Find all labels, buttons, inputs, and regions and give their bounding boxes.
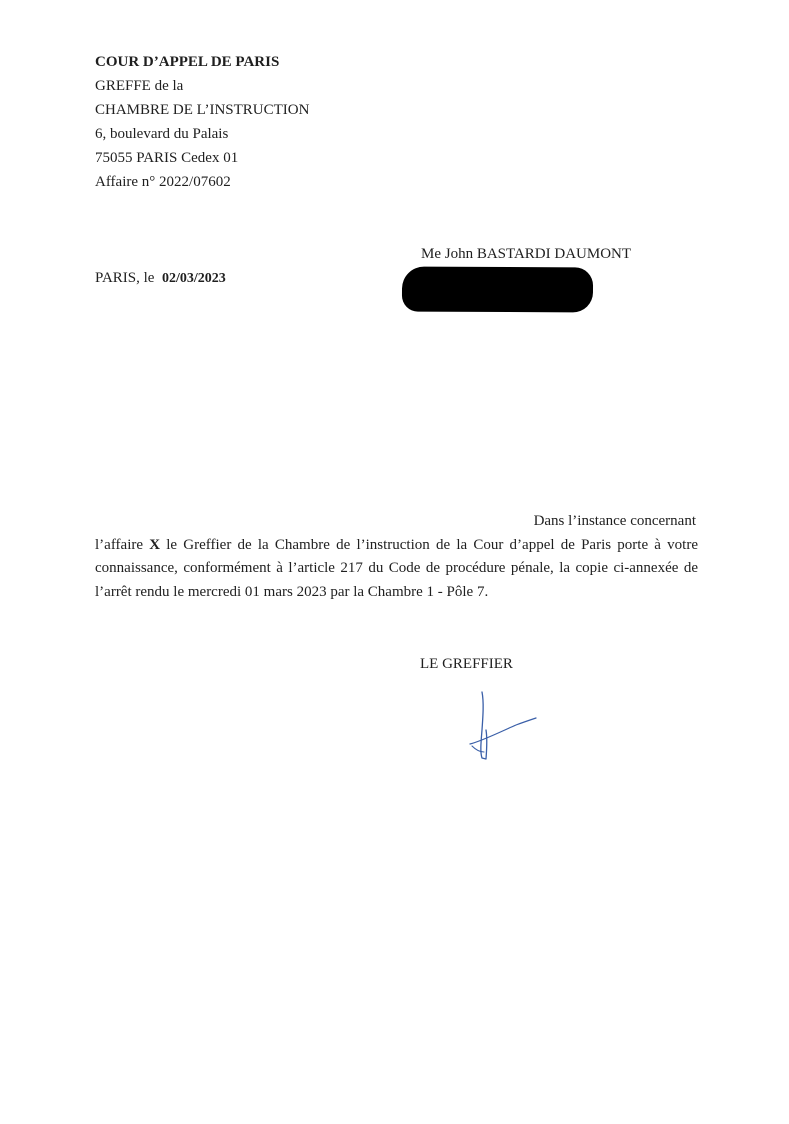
signatory-title: LE GREFFIER xyxy=(420,656,513,672)
court-name: COUR D’APPEL DE PARIS xyxy=(95,54,280,70)
sender-address-block xyxy=(95,50,309,194)
postal-city: 75055 PARIS Cedex 01 xyxy=(95,150,239,166)
street-address: 6, boulevard du Palais xyxy=(95,126,229,142)
body-part2: le Greffier de la Chambre de l’instruction de la Cour d’appel de Paris porte à votre connaissance, conformément à l’article 217 du Code de procédure pénale, la copie ci-annexée de l’arrêt rendu le mercredi 01 mars 2023 par la Chambre 1 - Pôle 7. xyxy=(95,536,698,600)
letter-body xyxy=(95,510,698,604)
greffe-line: GREFFE de la xyxy=(95,78,184,94)
chamber-line: CHAMBRE DE L’INSTRUCTION xyxy=(95,102,310,118)
handwritten-signature xyxy=(460,686,545,766)
letter-date xyxy=(95,266,226,291)
body-intro: Dans l’instance concernant xyxy=(533,513,696,529)
body-paragraph xyxy=(95,534,698,605)
body-part1: l’affaire xyxy=(95,536,150,553)
date-value: 02/03/2023 xyxy=(161,271,226,286)
recipient-name: Me John BASTARDI DAUMONT xyxy=(421,246,632,262)
affaire-x: X xyxy=(149,536,161,553)
date-prefix: PARIS, le xyxy=(95,270,155,286)
case-number: Affaire n° 2022/07602 xyxy=(95,174,231,190)
redacted-address-block xyxy=(402,267,593,313)
